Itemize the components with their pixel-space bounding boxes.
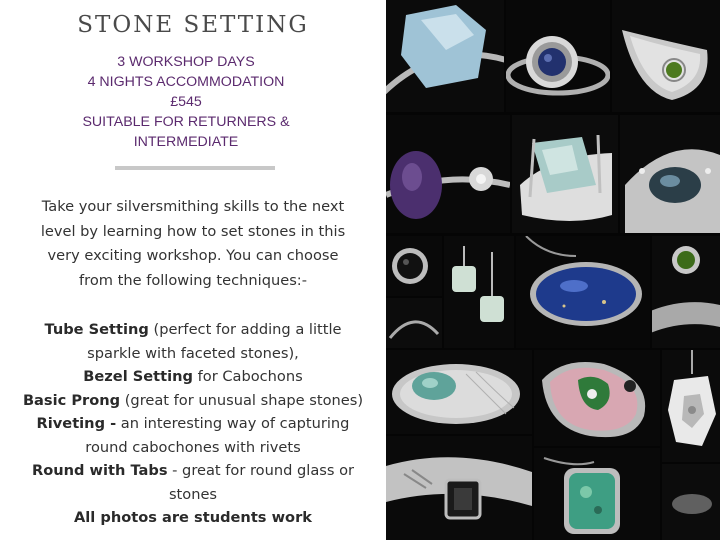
technique-desc: (great for unusual shape stones) <box>120 391 364 409</box>
technique-name: Riveting - <box>36 415 117 432</box>
photo-riveted-pendant <box>620 115 720 233</box>
photo-onyx-setting <box>386 236 442 296</box>
photo-agate-pendant <box>534 350 660 446</box>
technique-tube <box>0 318 386 342</box>
details-price: £545 <box>170 94 202 110</box>
technique-name: Round with Tabs <box>31 462 168 479</box>
workshop-details <box>0 52 372 152</box>
details-level: INTERMEDIATE <box>133 134 239 150</box>
photo-wire-ring <box>386 298 442 348</box>
photo-peridot-ring <box>652 236 720 348</box>
photo-lapis-ring <box>506 0 610 112</box>
technique-desc: - great for round glass or <box>167 462 355 479</box>
techniques-list <box>0 318 386 530</box>
technique-tube-cont: sparkle with faceted stones), <box>87 344 299 362</box>
photo-charoite-ring <box>386 115 510 233</box>
details-days: 3 WORKSHOP DAYS <box>117 54 255 70</box>
photo-credit-text: All photos are students work <box>74 509 312 526</box>
photo-sea-glass-prong <box>512 115 618 233</box>
intro-line: level by learning how to set stones in this <box>40 222 346 240</box>
photo-silver-pendant <box>612 0 720 112</box>
technique-rivet <box>0 412 386 436</box>
photo-lapis-prong-pendant <box>516 236 650 348</box>
details-suitability: SUITABLE FOR RETURNERS & <box>82 114 290 130</box>
technique-rivet-cont: round cabochones with rivets <box>85 438 301 456</box>
technique-name: Bezel Setting <box>83 368 193 385</box>
technique-desc: for Cabochons <box>192 368 303 385</box>
technique-name: Basic Prong <box>22 391 121 409</box>
photo-credit <box>0 506 386 530</box>
divider <box>115 166 275 170</box>
photo-aquamarine-ring <box>386 0 504 112</box>
technique-tabs-cont: stones <box>168 485 218 503</box>
photo-turquoise-pendant <box>534 448 660 540</box>
technique-name: Tube Setting <box>44 321 149 338</box>
technique-desc: an interesting way of capturing <box>116 415 350 432</box>
photo-silver-detail <box>662 464 720 540</box>
intro-line: Take your silversmithing skills to the next <box>41 198 345 215</box>
technique-bezel <box>0 365 386 389</box>
intro-text <box>0 195 386 293</box>
photo-textured-brooch <box>386 350 532 434</box>
page-title: STONE SETTING <box>77 12 309 38</box>
intro-line: from the following techniques:- <box>79 271 307 289</box>
photo-black-stone-ring <box>386 436 532 540</box>
photo-collage <box>386 0 720 540</box>
technique-desc: (perfect for adding a little <box>148 321 342 338</box>
photo-prehnite-earrings <box>444 236 514 348</box>
technique-prong <box>0 389 386 413</box>
intro-line: very exciting workshop. You can choose <box>47 247 339 264</box>
photo-solar-quartz-pendant <box>662 350 720 462</box>
details-accommodation: 4 NIGHTS ACCOMMODATION <box>87 74 285 90</box>
technique-tabs <box>0 459 386 483</box>
